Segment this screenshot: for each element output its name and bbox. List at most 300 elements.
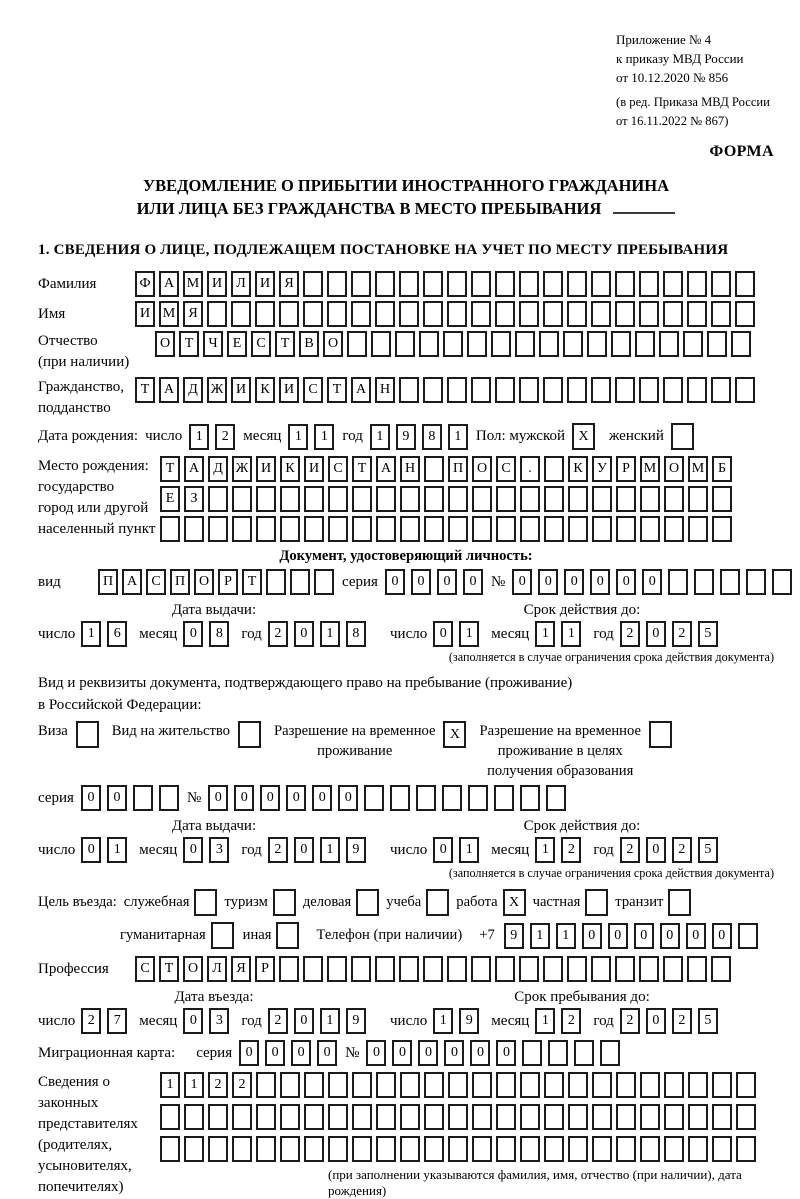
char-box[interactable] xyxy=(539,331,559,357)
char-box[interactable] xyxy=(639,956,659,982)
char-box[interactable] xyxy=(448,1104,468,1130)
char-box[interactable] xyxy=(663,956,683,982)
purpose-business-checkbox[interactable] xyxy=(356,889,379,916)
char-box[interactable]: А xyxy=(159,271,179,297)
char-box[interactable] xyxy=(376,516,396,542)
char-box[interactable]: 8 xyxy=(422,424,442,450)
char-box[interactable] xyxy=(256,1136,276,1162)
char-box[interactable] xyxy=(279,956,299,982)
char-box[interactable]: 0 xyxy=(433,621,453,647)
char-box[interactable]: X xyxy=(572,423,595,450)
char-box[interactable] xyxy=(611,331,631,357)
char-box[interactable]: А xyxy=(351,377,371,403)
char-box[interactable]: 5 xyxy=(698,837,718,863)
char-box[interactable] xyxy=(664,1104,684,1130)
char-box[interactable] xyxy=(424,486,444,512)
char-box[interactable]: 8 xyxy=(346,621,366,647)
char-box[interactable]: 0 xyxy=(463,569,483,595)
char-box[interactable]: 2 xyxy=(208,1072,228,1098)
char-box[interactable]: 8 xyxy=(209,621,229,647)
female-checkbox[interactable] xyxy=(671,423,694,450)
char-box[interactable]: О xyxy=(155,331,175,357)
char-box[interactable] xyxy=(328,1136,348,1162)
char-box[interactable] xyxy=(495,301,515,327)
char-box[interactable]: А xyxy=(122,569,142,595)
char-box[interactable]: О xyxy=(323,331,343,357)
char-box[interactable]: С xyxy=(146,569,166,595)
char-box[interactable]: 2 xyxy=(268,837,288,863)
char-box[interactable] xyxy=(347,331,367,357)
char-box[interactable]: 0 xyxy=(208,785,228,811)
char-box[interactable]: 0 xyxy=(234,785,254,811)
char-box[interactable] xyxy=(423,271,443,297)
char-box[interactable]: П xyxy=(448,456,468,482)
char-box[interactable] xyxy=(544,486,564,512)
char-box[interactable] xyxy=(663,377,683,403)
char-box[interactable]: 0 xyxy=(265,1040,285,1066)
char-box[interactable] xyxy=(276,922,299,949)
char-box[interactable]: 1 xyxy=(448,424,468,450)
char-box[interactable]: 3 xyxy=(209,837,229,863)
char-box[interactable] xyxy=(735,271,755,297)
char-box[interactable]: М xyxy=(159,301,179,327)
char-box[interactable]: К xyxy=(568,456,588,482)
char-box[interactable] xyxy=(592,516,612,542)
char-box[interactable] xyxy=(256,1072,276,1098)
char-box[interactable] xyxy=(328,516,348,542)
char-box[interactable] xyxy=(471,377,491,403)
char-box[interactable]: 0 xyxy=(260,785,280,811)
char-box[interactable] xyxy=(375,956,395,982)
char-box[interactable]: 0 xyxy=(239,1040,259,1066)
char-box[interactable] xyxy=(160,1104,180,1130)
char-box[interactable]: О xyxy=(472,456,492,482)
char-box[interactable] xyxy=(328,486,348,512)
char-box[interactable]: 0 xyxy=(418,1040,438,1066)
char-box[interactable]: С xyxy=(303,377,323,403)
char-box[interactable] xyxy=(635,331,655,357)
char-box[interactable] xyxy=(520,1072,540,1098)
temp-residence-education-checkbox[interactable] xyxy=(649,721,672,748)
char-box[interactable]: 1 xyxy=(561,621,581,647)
char-box[interactable]: 0 xyxy=(286,785,306,811)
char-box[interactable] xyxy=(184,1104,204,1130)
char-box[interactable] xyxy=(664,1072,684,1098)
char-box[interactable]: 1 xyxy=(370,424,390,450)
char-box[interactable] xyxy=(640,1072,660,1098)
char-box[interactable] xyxy=(208,516,228,542)
char-box[interactable]: 1 xyxy=(535,837,555,863)
char-box[interactable] xyxy=(663,301,683,327)
char-box[interactable] xyxy=(443,331,463,357)
char-box[interactable]: 0 xyxy=(686,923,706,949)
char-box[interactable]: К xyxy=(280,456,300,482)
char-box[interactable] xyxy=(712,1104,732,1130)
char-box[interactable]: 0 xyxy=(385,569,405,595)
char-box[interactable] xyxy=(543,377,563,403)
char-box[interactable] xyxy=(736,1104,756,1130)
char-box[interactable] xyxy=(640,516,660,542)
char-box[interactable] xyxy=(616,1136,636,1162)
char-box[interactable] xyxy=(327,956,347,982)
char-box[interactable]: С xyxy=(328,456,348,482)
char-box[interactable] xyxy=(731,331,751,357)
char-box[interactable]: 0 xyxy=(437,569,457,595)
char-box[interactable] xyxy=(496,1104,516,1130)
char-box[interactable]: Я xyxy=(231,956,251,982)
char-box[interactable]: И xyxy=(304,456,324,482)
char-box[interactable] xyxy=(232,1136,252,1162)
char-box[interactable] xyxy=(304,516,324,542)
char-box[interactable] xyxy=(494,785,514,811)
char-box[interactable] xyxy=(256,516,276,542)
char-box[interactable]: 1 xyxy=(320,1008,340,1034)
char-box[interactable]: Я xyxy=(279,271,299,297)
char-box[interactable] xyxy=(184,516,204,542)
char-box[interactable] xyxy=(616,1072,636,1098)
char-box[interactable] xyxy=(746,569,766,595)
char-box[interactable]: И xyxy=(255,271,275,297)
char-box[interactable] xyxy=(328,1072,348,1098)
char-box[interactable] xyxy=(688,486,708,512)
char-box[interactable] xyxy=(256,1104,276,1130)
char-box[interactable]: М xyxy=(640,456,660,482)
char-box[interactable]: А xyxy=(376,456,396,482)
char-box[interactable]: А xyxy=(159,377,179,403)
char-box[interactable] xyxy=(207,301,227,327)
char-box[interactable]: 0 xyxy=(608,923,628,949)
char-box[interactable]: 0 xyxy=(634,923,654,949)
char-box[interactable]: И xyxy=(135,301,155,327)
char-box[interactable] xyxy=(211,922,234,949)
char-box[interactable] xyxy=(352,1072,372,1098)
char-box[interactable] xyxy=(160,1136,180,1162)
char-box[interactable] xyxy=(399,377,419,403)
char-box[interactable] xyxy=(327,301,347,327)
char-box[interactable]: 0 xyxy=(317,1040,337,1066)
char-box[interactable]: 1 xyxy=(459,837,479,863)
char-box[interactable]: Т xyxy=(242,569,262,595)
char-box[interactable] xyxy=(640,1136,660,1162)
char-box[interactable] xyxy=(591,301,611,327)
char-box[interactable]: И xyxy=(231,377,251,403)
char-box[interactable]: 0 xyxy=(538,569,558,595)
char-box[interactable] xyxy=(416,785,436,811)
char-box[interactable] xyxy=(280,486,300,512)
char-box[interactable]: Ф xyxy=(135,271,155,297)
char-box[interactable]: 0 xyxy=(642,569,662,595)
char-box[interactable]: 0 xyxy=(433,837,453,863)
char-box[interactable]: 1 xyxy=(530,923,550,949)
char-box[interactable] xyxy=(639,377,659,403)
char-box[interactable] xyxy=(568,516,588,542)
char-box[interactable] xyxy=(711,301,731,327)
char-box[interactable]: 9 xyxy=(346,837,366,863)
char-box[interactable] xyxy=(712,1136,732,1162)
char-box[interactable] xyxy=(375,301,395,327)
char-box[interactable] xyxy=(472,1072,492,1098)
char-box[interactable]: 0 xyxy=(291,1040,311,1066)
char-box[interactable] xyxy=(640,1104,660,1130)
char-box[interactable]: X xyxy=(503,889,526,916)
char-box[interactable] xyxy=(208,486,228,512)
char-box[interactable] xyxy=(424,1136,444,1162)
char-box[interactable]: П xyxy=(98,569,118,595)
char-box[interactable] xyxy=(688,1072,708,1098)
char-box[interactable] xyxy=(694,569,714,595)
char-box[interactable] xyxy=(520,1136,540,1162)
char-box[interactable]: 0 xyxy=(338,785,358,811)
char-box[interactable]: О xyxy=(664,456,684,482)
char-box[interactable] xyxy=(364,785,384,811)
char-box[interactable] xyxy=(352,486,372,512)
char-box[interactable] xyxy=(304,486,324,512)
char-box[interactable] xyxy=(256,486,276,512)
char-box[interactable]: 3 xyxy=(209,1008,229,1034)
char-box[interactable] xyxy=(351,301,371,327)
char-box[interactable]: 2 xyxy=(268,1008,288,1034)
char-box[interactable] xyxy=(616,1104,636,1130)
char-box[interactable]: 6 xyxy=(107,621,127,647)
purpose-study-checkbox[interactable] xyxy=(426,889,449,916)
char-box[interactable] xyxy=(471,301,491,327)
char-box[interactable] xyxy=(447,301,467,327)
char-box[interactable] xyxy=(390,785,410,811)
char-box[interactable] xyxy=(639,271,659,297)
char-box[interactable]: 1 xyxy=(433,1008,453,1034)
char-box[interactable] xyxy=(472,516,492,542)
char-box[interactable] xyxy=(352,1136,372,1162)
char-box[interactable]: П xyxy=(170,569,190,595)
char-box[interactable]: 0 xyxy=(392,1040,412,1066)
char-box[interactable]: 0 xyxy=(616,569,636,595)
char-box[interactable]: 0 xyxy=(660,923,680,949)
char-box[interactable]: Е xyxy=(227,331,247,357)
char-box[interactable]: Т xyxy=(135,377,155,403)
char-box[interactable]: В xyxy=(299,331,319,357)
char-box[interactable] xyxy=(496,1136,516,1162)
male-checkbox[interactable] xyxy=(572,423,595,450)
char-box[interactable]: 0 xyxy=(646,621,666,647)
char-box[interactable] xyxy=(255,301,275,327)
char-box[interactable] xyxy=(491,331,511,357)
char-box[interactable]: 2 xyxy=(672,621,692,647)
char-box[interactable]: З xyxy=(184,486,204,512)
char-box[interactable] xyxy=(687,301,707,327)
char-box[interactable]: 9 xyxy=(346,1008,366,1034)
char-box[interactable]: 0 xyxy=(564,569,584,595)
char-box[interactable] xyxy=(376,1072,396,1098)
char-box[interactable]: . xyxy=(520,456,540,482)
char-box[interactable] xyxy=(232,486,252,512)
char-box[interactable]: 1 xyxy=(107,837,127,863)
char-box[interactable] xyxy=(280,516,300,542)
char-box[interactable] xyxy=(615,956,635,982)
char-box[interactable]: 9 xyxy=(459,1008,479,1034)
char-box[interactable] xyxy=(133,785,153,811)
char-box[interactable] xyxy=(279,301,299,327)
char-box[interactable] xyxy=(303,271,323,297)
char-box[interactable] xyxy=(649,721,672,748)
char-box[interactable]: 1 xyxy=(535,621,555,647)
char-box[interactable]: 0 xyxy=(294,1008,314,1034)
char-box[interactable] xyxy=(687,271,707,297)
char-box[interactable] xyxy=(447,956,467,982)
char-box[interactable]: 0 xyxy=(366,1040,386,1066)
char-box[interactable]: С xyxy=(496,456,516,482)
char-box[interactable] xyxy=(546,785,566,811)
char-box[interactable]: И xyxy=(279,377,299,403)
char-box[interactable]: 1 xyxy=(459,621,479,647)
char-box[interactable] xyxy=(543,271,563,297)
char-box[interactable]: Р xyxy=(616,456,636,482)
char-box[interactable] xyxy=(231,301,251,327)
char-box[interactable]: 0 xyxy=(646,1008,666,1034)
char-box[interactable] xyxy=(659,331,679,357)
char-box[interactable]: 1 xyxy=(184,1072,204,1098)
char-box[interactable] xyxy=(515,331,535,357)
char-box[interactable] xyxy=(640,486,660,512)
char-box[interactable] xyxy=(736,1072,756,1098)
char-box[interactable] xyxy=(376,486,396,512)
char-box[interactable] xyxy=(419,331,439,357)
char-box[interactable]: Т xyxy=(275,331,295,357)
char-box[interactable]: 0 xyxy=(582,923,602,949)
char-box[interactable] xyxy=(426,889,449,916)
char-box[interactable]: 9 xyxy=(396,424,416,450)
char-box[interactable] xyxy=(400,1136,420,1162)
char-box[interactable] xyxy=(567,956,587,982)
char-box[interactable]: 1 xyxy=(81,621,101,647)
char-box[interactable] xyxy=(423,956,443,982)
char-box[interactable] xyxy=(688,516,708,542)
char-box[interactable]: 0 xyxy=(712,923,732,949)
char-box[interactable] xyxy=(543,301,563,327)
char-box[interactable] xyxy=(591,377,611,403)
char-box[interactable] xyxy=(468,785,488,811)
char-box[interactable]: Е xyxy=(160,486,180,512)
char-box[interactable]: 0 xyxy=(183,621,203,647)
purpose-humanitarian-checkbox[interactable] xyxy=(211,922,234,949)
char-box[interactable] xyxy=(591,956,611,982)
char-box[interactable]: 2 xyxy=(561,1008,581,1034)
char-box[interactable] xyxy=(400,1072,420,1098)
char-box[interactable] xyxy=(314,569,334,595)
char-box[interactable] xyxy=(735,301,755,327)
char-box[interactable] xyxy=(772,569,792,595)
char-box[interactable] xyxy=(544,1072,564,1098)
char-box[interactable]: 1 xyxy=(189,424,209,450)
char-box[interactable] xyxy=(615,301,635,327)
char-box[interactable] xyxy=(194,889,217,916)
char-box[interactable]: 1 xyxy=(320,621,340,647)
char-box[interactable]: 0 xyxy=(496,1040,516,1066)
char-box[interactable] xyxy=(520,486,540,512)
char-box[interactable] xyxy=(495,956,515,982)
char-box[interactable] xyxy=(471,956,491,982)
char-box[interactable]: 0 xyxy=(444,1040,464,1066)
char-box[interactable] xyxy=(567,377,587,403)
char-box[interactable] xyxy=(448,1136,468,1162)
char-box[interactable] xyxy=(519,956,539,982)
char-box[interactable] xyxy=(712,486,732,512)
char-box[interactable]: Р xyxy=(218,569,238,595)
char-box[interactable] xyxy=(266,569,286,595)
char-box[interactable] xyxy=(735,377,755,403)
char-box[interactable]: 0 xyxy=(81,785,101,811)
char-box[interactable] xyxy=(448,486,468,512)
char-box[interactable] xyxy=(375,271,395,297)
char-box[interactable] xyxy=(290,569,310,595)
char-box[interactable]: К xyxy=(255,377,275,403)
char-box[interactable] xyxy=(616,486,636,512)
char-box[interactable]: 2 xyxy=(672,837,692,863)
char-box[interactable]: 2 xyxy=(81,1008,101,1034)
char-box[interactable] xyxy=(522,1040,542,1066)
char-box[interactable] xyxy=(712,1072,732,1098)
char-box[interactable] xyxy=(495,377,515,403)
char-box[interactable]: О xyxy=(183,956,203,982)
purpose-other-checkbox[interactable] xyxy=(276,922,299,949)
char-box[interactable] xyxy=(520,785,540,811)
char-box[interactable]: 0 xyxy=(512,569,532,595)
char-box[interactable] xyxy=(567,271,587,297)
char-box[interactable]: Ж xyxy=(207,377,227,403)
char-box[interactable]: 0 xyxy=(294,621,314,647)
char-box[interactable]: 2 xyxy=(620,837,640,863)
char-box[interactable] xyxy=(399,271,419,297)
char-box[interactable] xyxy=(496,486,516,512)
char-box[interactable] xyxy=(544,456,564,482)
char-box[interactable] xyxy=(400,516,420,542)
char-box[interactable] xyxy=(399,301,419,327)
char-box[interactable] xyxy=(496,1072,516,1098)
char-box[interactable] xyxy=(238,721,261,748)
char-box[interactable] xyxy=(668,889,691,916)
char-box[interactable] xyxy=(615,377,635,403)
char-box[interactable]: 1 xyxy=(160,1072,180,1098)
char-box[interactable] xyxy=(280,1072,300,1098)
char-box[interactable]: Ж xyxy=(232,456,252,482)
char-box[interactable] xyxy=(592,1136,612,1162)
char-box[interactable] xyxy=(664,486,684,512)
char-box[interactable] xyxy=(424,1104,444,1130)
char-box[interactable] xyxy=(711,377,731,403)
temp-residence-checkbox[interactable] xyxy=(443,721,466,748)
char-box[interactable] xyxy=(472,1136,492,1162)
char-box[interactable]: Н xyxy=(375,377,395,403)
char-box[interactable]: 0 xyxy=(590,569,610,595)
char-box[interactable] xyxy=(303,956,323,982)
char-box[interactable]: Р xyxy=(255,956,275,982)
char-box[interactable] xyxy=(208,1136,228,1162)
purpose-official-checkbox[interactable] xyxy=(194,889,217,916)
char-box[interactable] xyxy=(280,1136,300,1162)
char-box[interactable] xyxy=(423,377,443,403)
char-box[interactable]: Т xyxy=(352,456,372,482)
char-box[interactable]: Б xyxy=(712,456,732,482)
char-box[interactable] xyxy=(327,271,347,297)
char-box[interactable] xyxy=(328,1104,348,1130)
char-box[interactable] xyxy=(76,721,99,748)
char-box[interactable]: М xyxy=(183,271,203,297)
char-box[interactable] xyxy=(303,301,323,327)
char-box[interactable] xyxy=(668,569,688,595)
char-box[interactable] xyxy=(671,423,694,450)
char-box[interactable] xyxy=(664,1136,684,1162)
char-box[interactable] xyxy=(736,1136,756,1162)
char-box[interactable]: О xyxy=(194,569,214,595)
